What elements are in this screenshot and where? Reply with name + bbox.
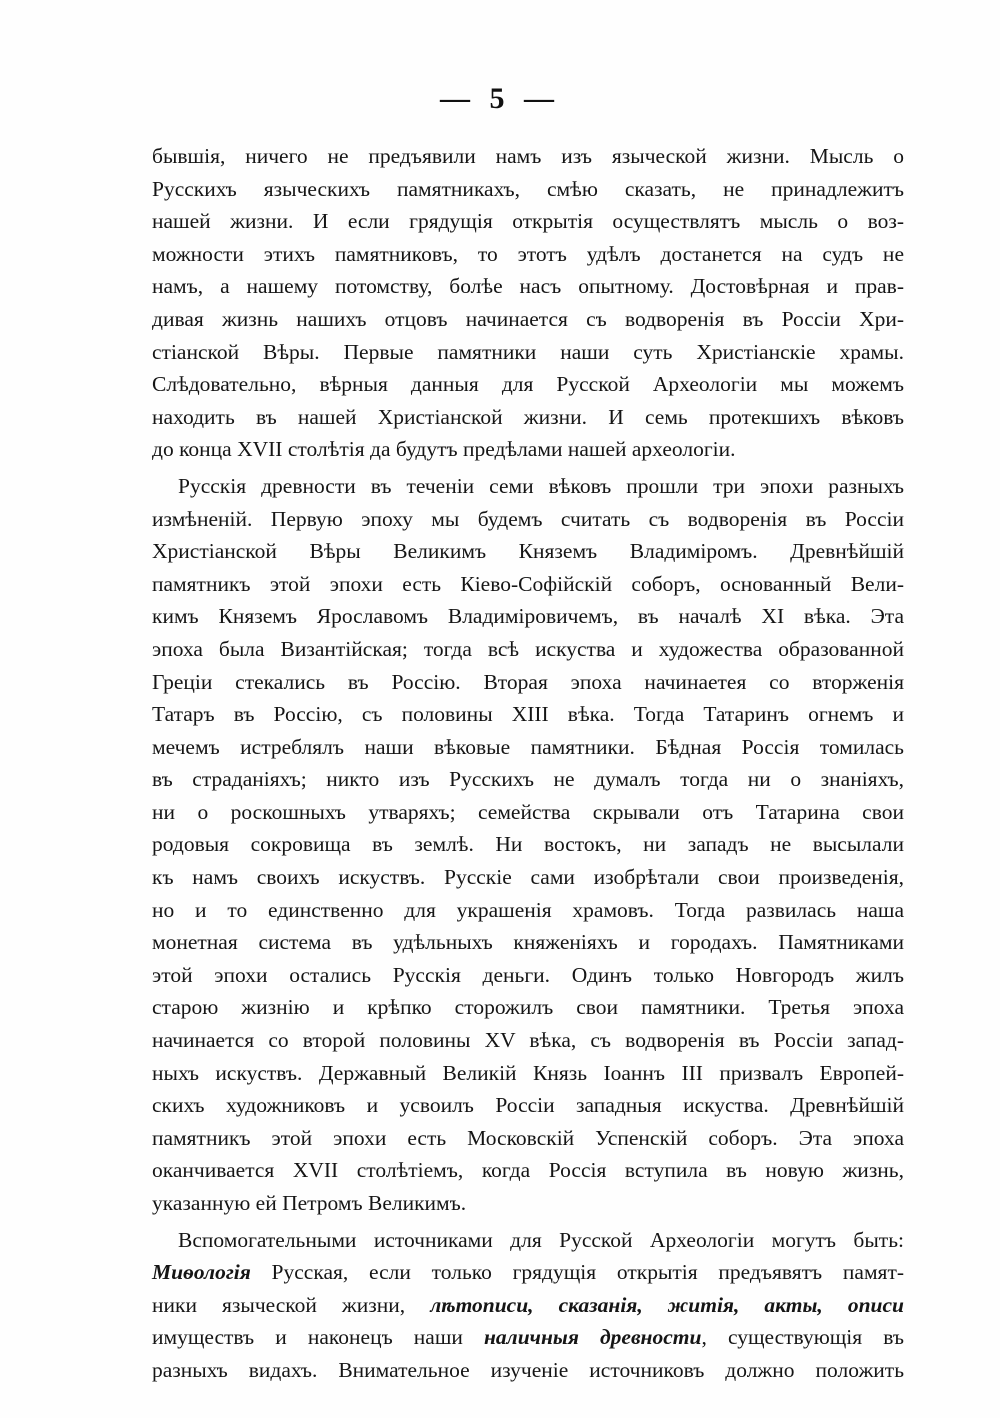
text-line: оканчивается XVII столѣтіемъ, когда Россія вступила въ новую жизнь, <box>152 1158 904 1183</box>
text-line: монетная система въ удѣльныхъ княженіяхъ и городахъ. Памятниками <box>152 930 904 955</box>
emphasis-sources: лѣтописи, сказанія, житія, акты, описи <box>430 1292 904 1317</box>
text-line: старою жизнію и крѣпко сторожилъ свои памятники. Третья эпоха <box>152 995 904 1020</box>
text-line: Вспомогательными источниками для Русской Археологіи могутъ быть: <box>178 1227 904 1252</box>
text-line: къ намъ своихъ искуствъ. Русскіе сами изобрѣтали свои произведенія, <box>152 865 904 890</box>
text-line: Татаръ въ Россію, съ половины XIII вѣка. Тогда Татаринъ огнемъ и <box>152 702 904 727</box>
text-line: начинается со второй половины XV вѣка, съ водворенія въ Россіи запад- <box>152 1028 904 1053</box>
text-line: въ страданіяхъ; никто изъ Русскихъ не думалъ тогда ни о знаніяхъ, <box>152 767 904 792</box>
text-line: дивая жизнь нашихъ отцовъ начинается съ водворенія въ Россіи Хри- <box>152 306 904 331</box>
text-line: Слѣдовательно, вѣрныя данныя для Русской Археологіи мы можемъ <box>152 372 904 397</box>
text-line: эпоха была Византійская; тогда всѣ искуства и художества образованной <box>152 636 904 661</box>
text-line: можности этихъ памятниковъ, то этотъ удѣлъ достанется на судъ не <box>152 241 904 266</box>
text-line: находить въ нашей Христіанской жизни. И семь протекшихъ вѣковъ <box>152 404 904 429</box>
text-line: разныхъ видахъ. Внимательное изученіе источниковъ должно положить <box>152 1357 904 1382</box>
text-line: но и то единственно для украшенія храмовъ. Тогда развилась наша <box>152 897 904 922</box>
text-line: памятникъ этой эпохи есть Московскій Успенскій соборъ. Эта эпоха <box>152 1125 904 1150</box>
text-line <box>152 1321 904 1354</box>
text-line: Христіанской Вѣры Великимъ Княземъ Владиміромъ. Древнѣйшій <box>152 539 904 564</box>
body-text <box>152 140 904 1387</box>
text-line: измѣненій. Первую эпоху мы будемъ считать съ водворенія въ Россіи <box>152 506 904 531</box>
text-run: Русская, если только грядущія открытія предъявятъ памят- <box>250 1260 904 1285</box>
emphasis-mythology: Миѳологія <box>152 1260 251 1285</box>
text-run: ники языческой жизни, <box>152 1292 431 1317</box>
text-line: стіанской Вѣры. Первые памятники наши суть Христіанскіе храмы. <box>152 339 904 364</box>
text-line <box>152 1289 904 1322</box>
text-line: скихъ художниковъ и усвоилъ Россіи западныя искуства. Древнѣйшій <box>152 1093 904 1118</box>
text-line: указанную ей Петромъ Великимъ. <box>152 1191 467 1215</box>
text-line: намъ, а нашему потомству, болѣе насъ опытному. Достовѣрная и прав- <box>152 274 904 299</box>
text-line: нашей жизни. И если грядущія открытія осуществлятъ мысль о воз- <box>152 209 904 234</box>
text-line: до конца XVII столѣтія да будутъ предѣлами нашей археологіи. <box>152 437 736 462</box>
text-line: ни о роскошныхъ утваряхъ; семейства скрывали отъ Татарина свои <box>152 799 904 824</box>
text-line: родовыя сокровища въ землѣ. Ни востокъ, ни западъ не высылали <box>152 832 904 857</box>
text-run: , существующія въ <box>701 1325 904 1350</box>
text-line <box>152 1256 904 1289</box>
page-number: — 5 — <box>440 82 560 115</box>
text-line: ныхъ искуствъ. Державный Великій Князь Іоаннъ III призвалъ Европей- <box>152 1060 904 1085</box>
text-line: Русскихъ языческихъ памятникахъ, смѣю сказать, не принадлежитъ <box>152 176 904 201</box>
emphasis-antiquities: наличныя древности <box>484 1325 702 1350</box>
text-line: бывшія, ничего не предъявили намъ изъ языческой жизни. Мысль о <box>152 144 904 168</box>
text-line: памятникъ этой эпохи есть Кіево-Софійскій соборъ, основанный Вели- <box>152 571 904 596</box>
paragraph-1 <box>152 140 904 466</box>
text-run: имуществъ и наконецъ наши <box>152 1325 484 1350</box>
text-line: Греціи стекались въ Россію. Вторая эпоха начинаетея со вторженія <box>152 669 904 694</box>
text-line: мечемъ истреблялъ наши вѣковые памятники. Бѣдная Россія томилась <box>152 734 904 759</box>
text-line: Русскія древности въ теченіи семи вѣковъ прошли три эпохи разныхъ <box>178 473 904 498</box>
text-line: кимъ Княземъ Ярославомъ Владиміровичемъ, въ началѣ XI вѣка. Эта <box>152 604 904 629</box>
text-line: этой эпохи остались Русскія деньги. Одинъ только Новгородъ жилъ <box>152 962 904 987</box>
paragraph-3 <box>152 1224 904 1387</box>
paragraph-2 <box>152 470 904 1220</box>
